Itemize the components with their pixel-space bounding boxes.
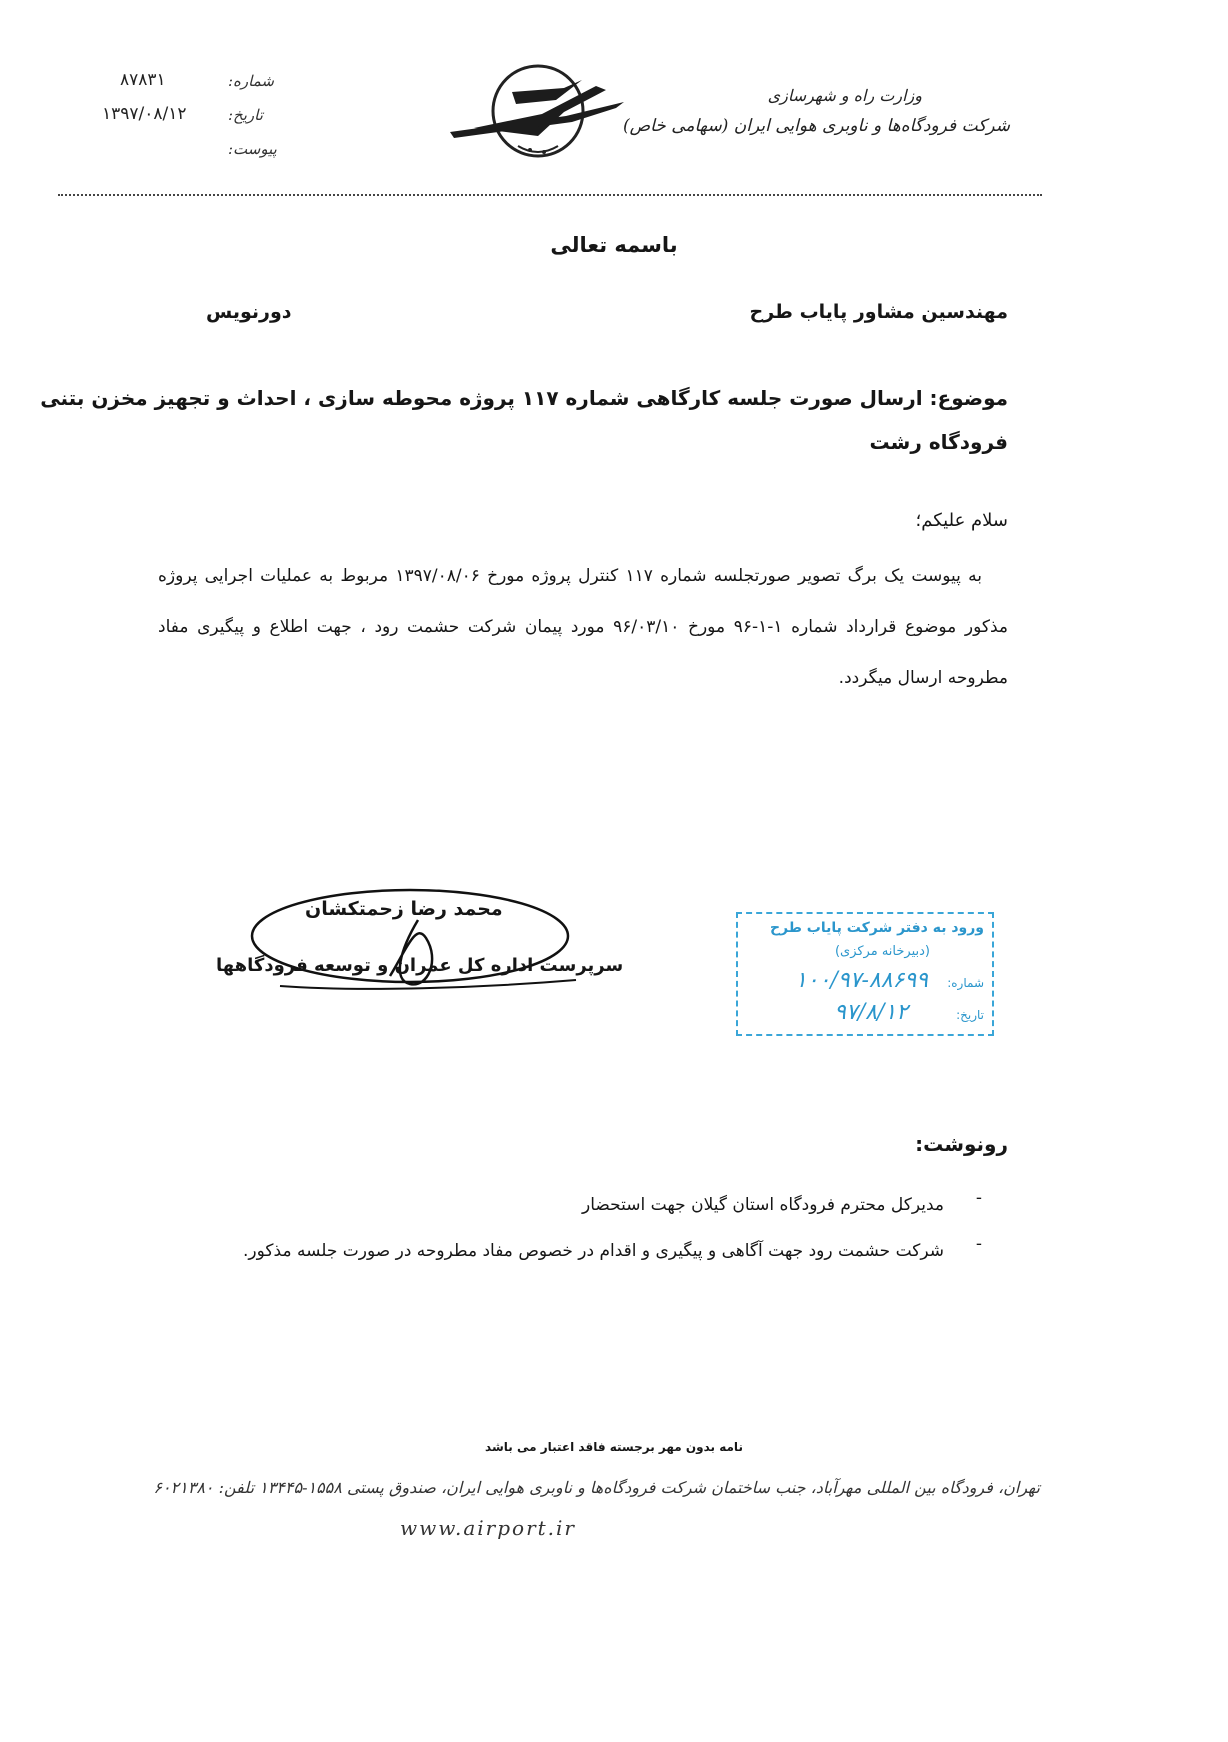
footer-website: www.airport.ir [400,1516,576,1540]
stamp-number-label: شماره: [947,976,984,990]
stamp-date-value: ۹۷/۸/۱۲ [834,1000,908,1025]
letter-date-label: تاریخ: [228,106,263,124]
attachment-label: پیوست: [228,140,277,158]
signatory-position: سرپرست اداره کل عمران و توسعه فرودگاهها [216,955,624,976]
cc-bullet: - [975,1234,982,1254]
recipient: مهندسین مشاور پایاب طرح [749,301,1008,323]
subject-line-1: موضوع: ارسال صورت جلسه کارگاهی شماره ۱۱۷ پروژه محوطه سازی ، احداث و تجهیز مخزن بتنی [40,386,1008,410]
cc-item-1: مدیرکل محترم فرودگاه استان گیلان جهت استحضار [582,1195,944,1215]
stamp-number-value: ۱۰۰/۹۷-۸۸۶۹۹ [794,968,928,993]
letter-number: ۸۷۸۳۱ [120,70,166,90]
signatory-name: محمد رضا زحمتکشان [305,898,503,920]
airport-company-emblem-icon [446,58,626,168]
letter-date: ۱۳۹۷/۰۸/۱۲ [102,104,187,124]
ministry-name: وزارت راه و شهرسازی [767,86,922,105]
footer-address: تهران، فرودگاه بین المللی مهرآباد، جنب ساختمان شرکت فرودگاه‌ها و ناوبری هوایی ایران، صندوق پستی ۱۵۵۸-۱۳۴۴۵ تلفن: ۶۰۲۱۳۸۰ [153,1478,1040,1497]
salutation-title: باسمه تعالی [550,233,678,257]
receipt-stamp [736,912,994,1036]
subject-line-2: فرودگاه رشت [869,430,1008,454]
header-divider [58,194,1042,196]
cc-bullet: - [975,1188,982,1208]
company-name: شرکت فرودگاه‌ها و ناوبری هوایی ایران (سهامی خاص) [622,116,1010,136]
stamp-subtitle: (دبیرخانه مرکزی) [834,944,930,959]
cc-item-2: شرکت حشمت رود جهت آگاهی و پیگیری و اقدام در خصوص مفاد مطروحه در صورت جلسه مذکور. [243,1241,944,1261]
greeting: سلام علیکم؛ [915,510,1008,531]
body-paragraph: به پیوست یک برگ تصویر صورتجلسه شماره ۱۱۷ کنترل پروژه مورخ ۱۳۹۷/۰۸/۰۶ مربوط به عملیات اجرایی پروژه مذکور موضوع قرارداد شماره ۱-۱-۹۶ مورخ ۹۶/۰۳/۱۰ مورد پیمان شرکت حشمت رود ، جهت اطلاع و پیگیری مفاد مطروحه ارسال میگردد. [158,566,1008,688]
stamp-title: ورود به دفتر شرکت پایاب طرح [769,920,984,936]
copy-type: دورنویس [206,301,292,323]
footer-note: نامه بدون مهر برجسته فاقد اعتبار می باشد [485,1440,743,1454]
cc-heading: رونوشت: [915,1132,1008,1156]
stamp-date-label: تاریخ: [956,1008,984,1022]
letter-number-label: شماره: [228,72,274,90]
